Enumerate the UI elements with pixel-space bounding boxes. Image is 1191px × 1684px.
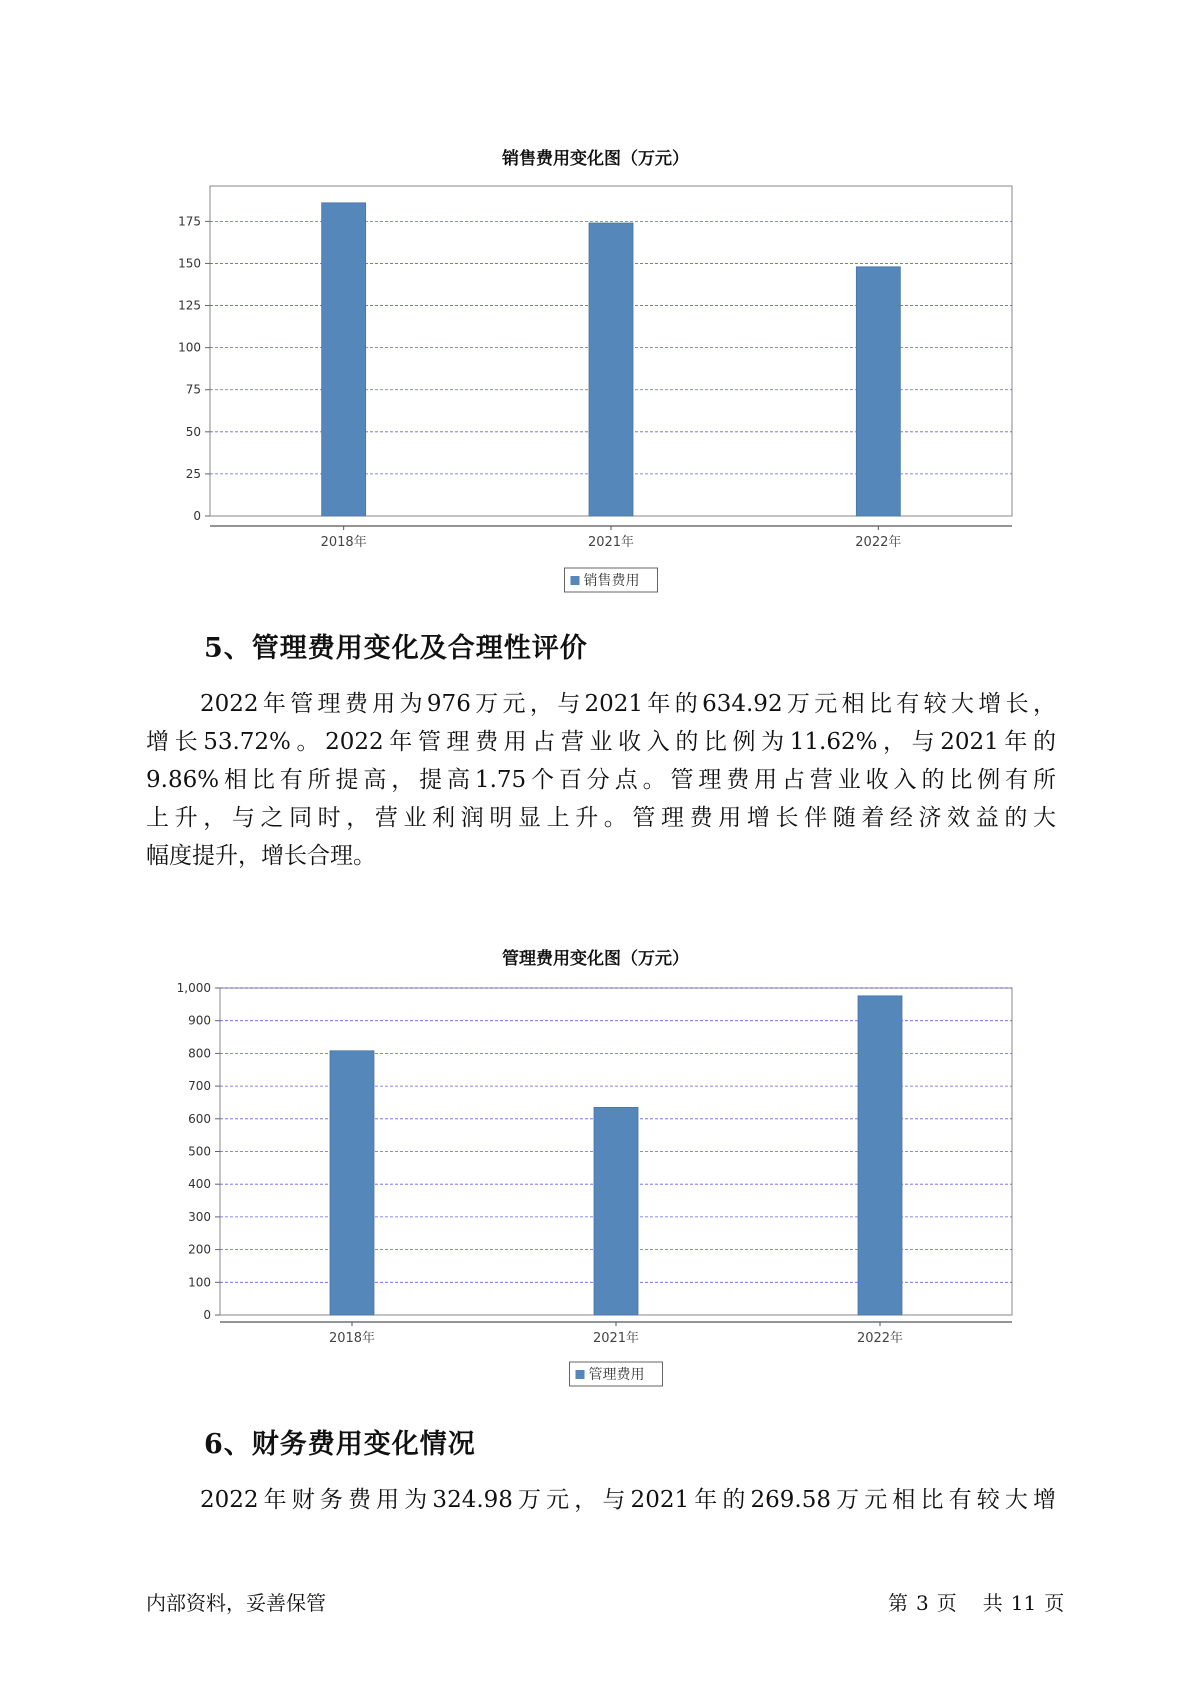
legend-swatch [576,1370,585,1379]
chart-title-admin: 管理费用变化图（万元） [502,949,689,969]
y-tick-label: 50 [185,424,201,439]
y-tick-label: 700 [188,1079,211,1094]
section-5-line: 9.86%相比有所提高，提高1.75个百分点。管理费用占营业收入的比例有所 [146,767,1056,793]
sales-expense-chart [0,170,1191,610]
page-unit: 页 [936,1591,957,1615]
section-6-heading: 6、财务费用变化情况 [204,1429,476,1460]
section-5-line: 上升，与之同时，营业利润明显上升。管理费用增长伴随着经济效益的大 [146,805,1056,831]
y-tick-label: 900 [188,1013,211,1028]
admin-expense-chart [0,970,1191,1400]
y-tick-label: 100 [188,1275,211,1290]
legend-label: 销售费用 [583,573,640,589]
section-5-line: 增长53.72%。2022年管理费用占营业收入的比例为11.62%，与2021年的 [146,729,1056,755]
y-tick-label: 500 [188,1144,211,1159]
section-5-line: 2022年管理费用为976万元，与2021年的634.92万元相比有较大增长， [200,691,1056,717]
y-tick-label: 100 [178,340,201,355]
section-5-line: 幅度提升，增长合理。 [146,843,376,869]
x-tick-label: 2022年 [855,535,902,550]
bar [594,1107,638,1315]
legend-label: 管理费用 [588,1367,645,1383]
y-tick-label: 175 [178,214,201,229]
bar [589,223,633,516]
section-6-line: 2022年财务费用为324.98万元，与2021年的269.58万元相比有较大增 [200,1487,1056,1513]
page-prefix: 第 [888,1591,908,1615]
page-total: 11 [1010,1591,1037,1615]
y-tick-label: 25 [185,466,201,481]
page-current: 3 [916,1591,929,1615]
y-tick-label: 0 [203,1308,211,1322]
total-unit: 页 [1044,1591,1065,1615]
section-5-paragraph [146,685,1056,875]
footer-confidential-note: 内部资料，妥善保管 [146,1591,326,1615]
chart-title-sales: 销售费用变化图（万元） [502,149,689,169]
y-tick-label: 600 [188,1111,211,1126]
y-tick-label: 1,000 [176,981,211,995]
y-tick-label: 200 [188,1242,211,1257]
x-tick-label: 2022年 [856,1331,904,1346]
x-tick-label: 2018年 [320,535,367,550]
bar [858,996,902,1315]
bar [330,1051,374,1315]
y-tick-label: 125 [178,298,201,313]
bar [856,267,900,516]
legend-swatch [571,576,580,585]
y-tick-label: 800 [188,1046,211,1061]
total-prefix: 共 [982,1591,1003,1615]
y-tick-label: 0 [193,509,201,523]
footer-page-number [888,1587,1072,1616]
x-tick-label: 2021年 [587,535,635,550]
y-tick-label: 400 [188,1177,211,1192]
x-tick-label: 2021年 [592,1331,640,1346]
section-6-paragraph [146,1481,1056,1519]
y-tick-label: 150 [178,256,201,271]
y-tick-label: 300 [188,1209,211,1224]
bar [322,203,366,516]
x-tick-label: 2018年 [328,1331,376,1346]
section-5-heading: 5、管理费用变化及合理性评价 [204,633,588,664]
y-tick-label: 75 [185,382,201,397]
